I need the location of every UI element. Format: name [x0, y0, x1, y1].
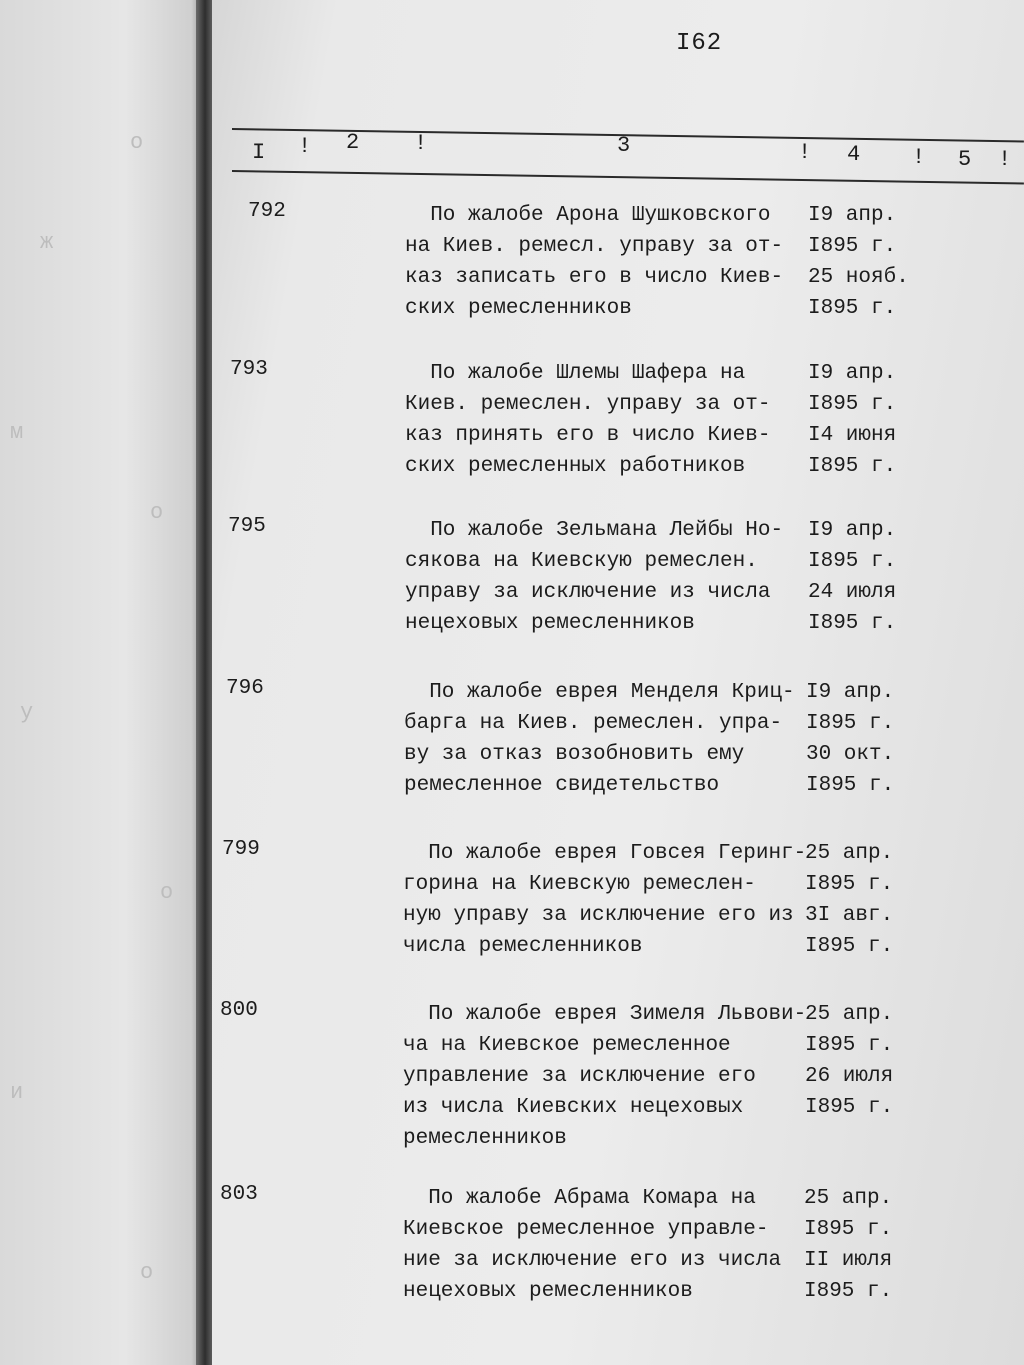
page-number: I62	[676, 30, 723, 57]
description-line: Киев. ремеслен. управу за от-	[405, 393, 771, 416]
date-year: I895 г.	[808, 297, 897, 320]
header-col-3: 3	[617, 133, 631, 158]
description-line: ремесленное свидетельство	[404, 774, 720, 797]
description-line: По жалобе еврея Зимеля Львови-	[403, 1003, 807, 1026]
header-separator: !	[998, 147, 1012, 172]
date-day-month: 30 окт.	[806, 743, 895, 766]
description-line: По жалобе Зельмана Лейбы Но-	[405, 519, 784, 542]
description-line: ских ремесленных работников	[405, 455, 746, 478]
description-line: ние за исключение его из числа	[403, 1249, 782, 1272]
header-separator: !	[298, 134, 312, 159]
date-year: I895 г.	[805, 1096, 894, 1119]
description-line: каз принять его в число Киев-	[405, 424, 771, 447]
date-day-month: II июля	[804, 1249, 893, 1272]
description-line: ную управу за исключение его из	[403, 904, 794, 927]
record-dates	[808, 358, 896, 482]
record-description	[403, 1183, 781, 1307]
date-day-month: 24 июля	[808, 581, 897, 604]
date-day-month: 3I авг.	[805, 904, 894, 927]
description-line: из числа Киевских нецеховых	[403, 1096, 744, 1119]
date-year: I895 г.	[805, 1034, 894, 1057]
record-description	[405, 515, 783, 639]
description-line: По жалобе Абрама Комара на	[403, 1187, 756, 1210]
record-number: 799	[222, 838, 260, 861]
left-page	[0, 0, 208, 1365]
header-separator: !	[414, 131, 428, 156]
record-number: 796	[226, 677, 264, 700]
description-line: ву за отказ возобновить ему	[404, 743, 745, 766]
date-year: I895 г.	[804, 1218, 893, 1241]
record-description	[403, 999, 806, 1154]
record-number: 793	[230, 358, 268, 381]
description-line: числа ремесленников	[403, 935, 643, 958]
description-line: ремесленников	[403, 1127, 567, 1150]
date-year: I895 г.	[808, 393, 897, 416]
record-number: 795	[228, 515, 266, 538]
date-year: I895 г.	[808, 612, 897, 635]
record-dates	[805, 838, 893, 962]
date-day-month: I4 июня	[808, 424, 897, 447]
date-year: I895 г.	[808, 455, 897, 478]
description-line: управление за исключение его	[403, 1065, 756, 1088]
description-line: сякова на Киевскую ремеслен.	[405, 550, 758, 573]
description-line: нецеховых ремесленников	[403, 1280, 693, 1303]
description-line: управу за исключение из числа	[405, 581, 771, 604]
description-line: каз записать его в число Киев-	[405, 266, 784, 289]
date-day-month: I9 апр.	[806, 681, 895, 704]
date-year: I895 г.	[808, 235, 897, 258]
description-line: на Киев. ремесл. управу за от-	[405, 235, 784, 258]
date-day-month: 25 апр.	[805, 842, 894, 865]
header-separator: !	[912, 145, 926, 170]
description-line: По жалобе еврея Говсея Геринг-	[403, 842, 807, 865]
date-day-month: I9 апр.	[808, 519, 897, 542]
date-day-month: I9 апр.	[808, 362, 897, 385]
header-separator: !	[798, 140, 812, 165]
date-year: I895 г.	[806, 774, 895, 797]
record-description	[405, 200, 783, 324]
date-day-month: 25 апр.	[804, 1187, 893, 1210]
left-page-bleed-through: o ж м о у о и о	[10, 130, 174, 1285]
description-line: горина на Киевскую ремеслен-	[403, 873, 756, 896]
header-col-5: 5	[958, 147, 972, 172]
record-dates	[805, 999, 893, 1123]
header-col-1: I	[252, 140, 266, 165]
date-day-month: I9 апр.	[808, 204, 897, 227]
date-year: I895 г.	[806, 712, 895, 735]
record-number: 792	[248, 200, 286, 223]
description-line: По жалобе еврея Менделя Криц-	[404, 681, 795, 704]
description-line: ских ремесленников	[405, 297, 632, 320]
record-description	[404, 677, 795, 801]
date-day-month: 25 нояб.	[808, 266, 909, 289]
record-description	[405, 358, 770, 482]
record-dates	[806, 677, 894, 801]
description-line: По жалобе Арона Шушковского	[405, 204, 771, 227]
description-line: барга на Киев. ремеслен. упра-	[404, 712, 783, 735]
record-dates	[804, 1183, 892, 1307]
header-col-4: 4	[847, 142, 861, 167]
record-number: 800	[220, 999, 258, 1022]
date-year: I895 г.	[805, 935, 894, 958]
record-dates	[808, 515, 896, 639]
record-description	[403, 838, 806, 962]
record-number: 803	[220, 1183, 258, 1206]
description-line: ча на Киевское ремесленное	[403, 1034, 731, 1057]
header-col-2: 2	[346, 130, 360, 155]
date-day-month: 26 июля	[805, 1065, 894, 1088]
date-year: I895 г.	[808, 550, 897, 573]
description-line: По жалобе Шлемы Шафера на	[405, 362, 746, 385]
description-line: Киевское ремесленное управле-	[403, 1218, 769, 1241]
date-year: I895 г.	[804, 1280, 893, 1303]
record-dates	[808, 200, 909, 324]
description-line: нецеховых ремесленников	[405, 612, 695, 635]
date-year: I895 г.	[805, 873, 894, 896]
date-day-month: 25 апр.	[805, 1003, 894, 1026]
